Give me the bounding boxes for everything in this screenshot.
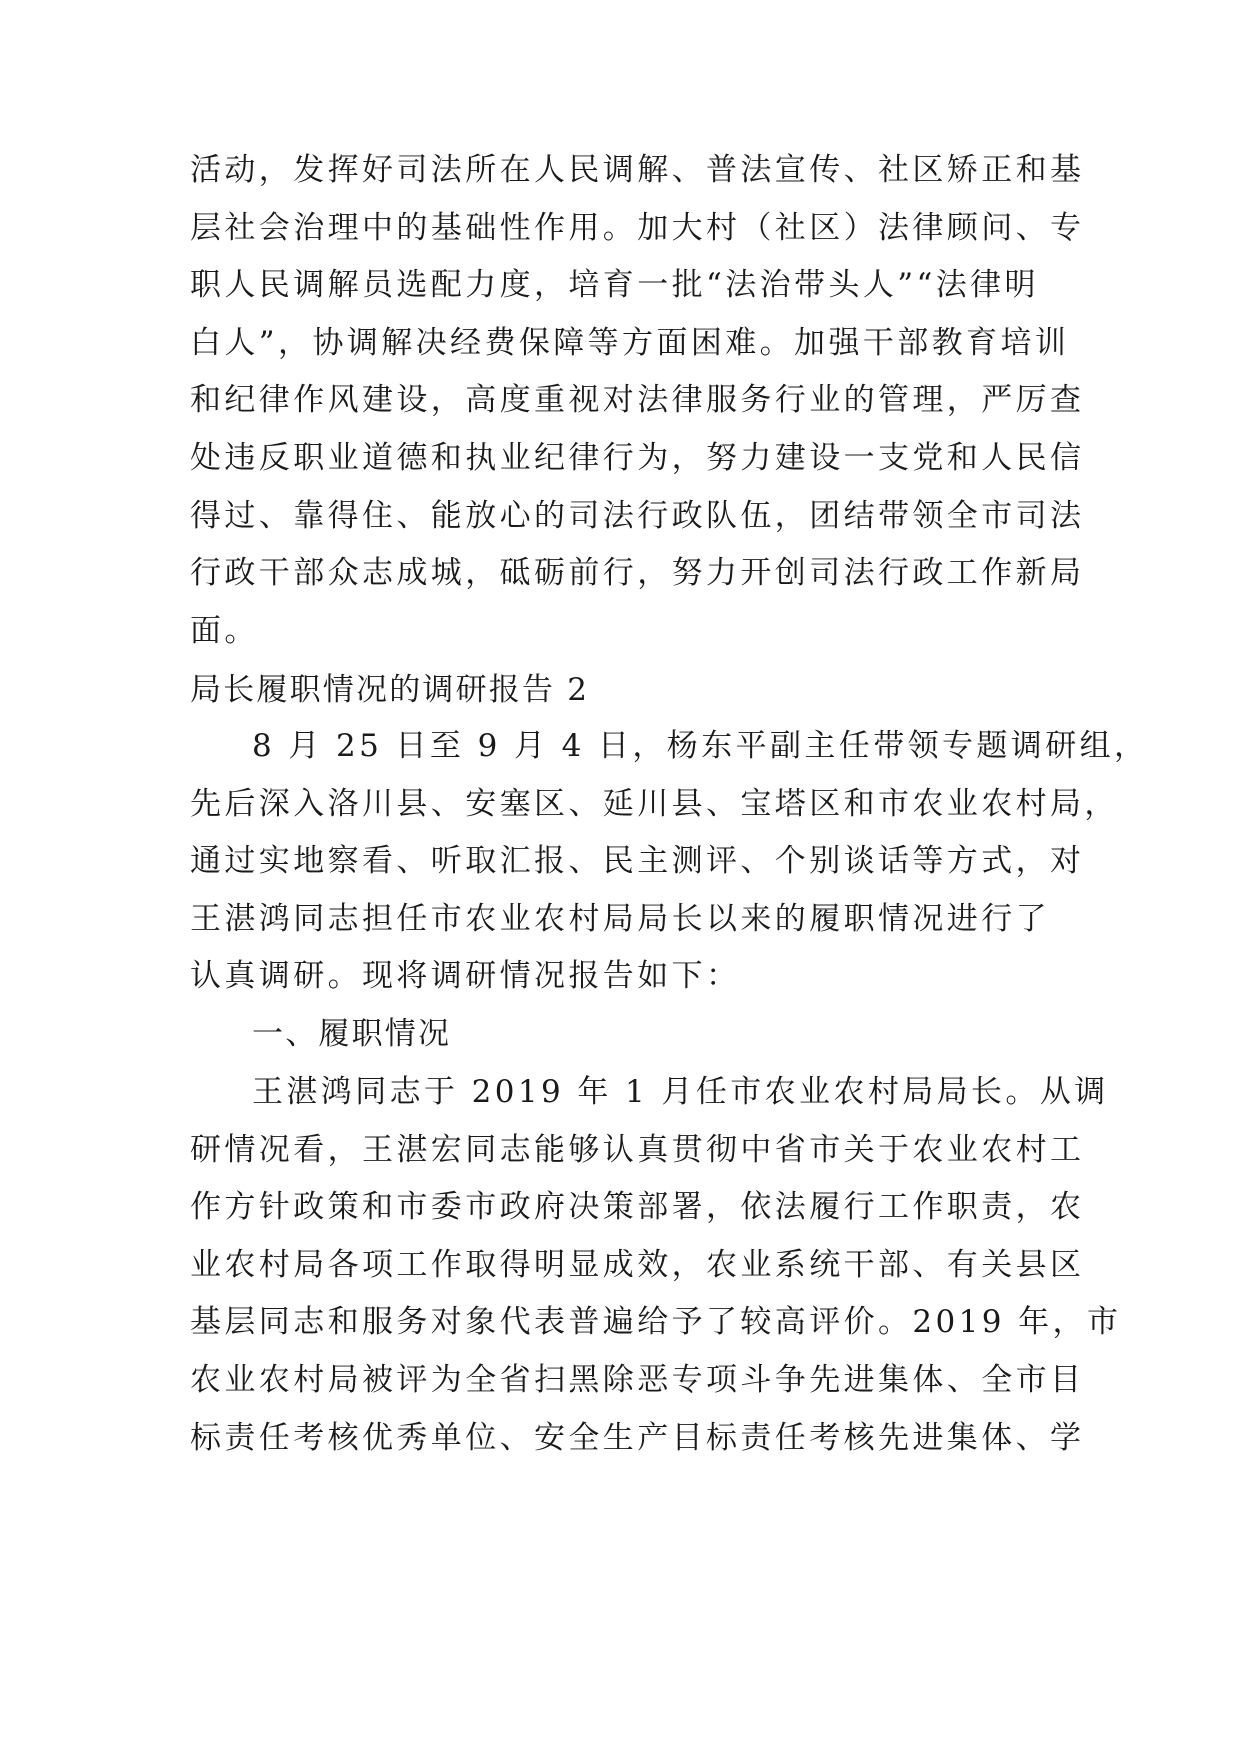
text-line: 王湛鸿同志于 2019 年 1 月任市农业农村局局长。从调 xyxy=(252,1074,1109,1110)
text-line: 作方针政策和市委市政府决策部署，依法履行工作职责，农 xyxy=(190,1189,1085,1226)
text-line: 面。 xyxy=(190,612,259,649)
section-body-paragraph xyxy=(190,1064,1122,1467)
text-line: 先后深入洛川县、安塞区、延川县、宝塔区和市农业农村局， xyxy=(190,785,1119,822)
text-line: 研情况看，王湛宏同志能够认真贯彻中省市关于农业农村工 xyxy=(190,1131,1085,1168)
text-line: 层社会治理中的基础性作用。加大村（社区）法律顾问、专 xyxy=(190,209,1085,246)
text-line: 得过、靠得住、能放心的司法行政队伍，团结带领全市司法 xyxy=(190,497,1085,534)
text-line: 8 月 25 日至 9 月 4 日，杨东平副主任带领专题调研组， xyxy=(252,728,1149,764)
text-line: 农业农村局被评为全省扫黑除恶专项斗争先进集体、全市目 xyxy=(190,1361,1085,1398)
text-line: 通过实地察看、听取汇报、民主测评、个别谈话等方式，对 xyxy=(190,843,1085,880)
text-line: 业农村局各项工作取得明显成效，农业系统干部、有关县区 xyxy=(190,1246,1085,1283)
text-line: 和纪律作风建设，高度重视对法律服务行业的管理，严厉查 xyxy=(190,382,1085,419)
report-title: 局长履职情况的调研报告 2 xyxy=(190,672,590,708)
text-line: 处违反职业道德和执业纪律行为，努力建设一支党和人民信 xyxy=(190,439,1085,476)
text-line: 王湛鸿同志担任市农业农村局局长以来的履职情况进行了 xyxy=(190,900,1050,937)
text-line: 行政干部众志成城，砥砺前行，努力开创司法行政工作新局 xyxy=(190,555,1085,592)
text-line: 活动，发挥好司法所在人民调解、普法宣传、社区矫正和基 xyxy=(190,152,1085,188)
text-line: 基层同志和服务对象代表普遍给予了较高评价。2019 年，市 xyxy=(190,1304,1122,1341)
text-line: 白人”，协调解决经费保障等方面困难。加强干部教育培训 xyxy=(190,324,1070,361)
text-line: 职人民调解员选配力度，培育一批“法治带头人”“法律明 xyxy=(190,267,1039,304)
section-heading: 一、履职情况 xyxy=(252,1016,452,1052)
continuation-paragraph xyxy=(190,142,1085,660)
text-line: 标责任考核优秀单位、安全生产目标责任考核先进集体、学 xyxy=(190,1419,1085,1456)
text-line: 认真调研。现将调研情况报告如下： xyxy=(190,958,741,995)
intro-paragraph xyxy=(190,718,1149,1006)
